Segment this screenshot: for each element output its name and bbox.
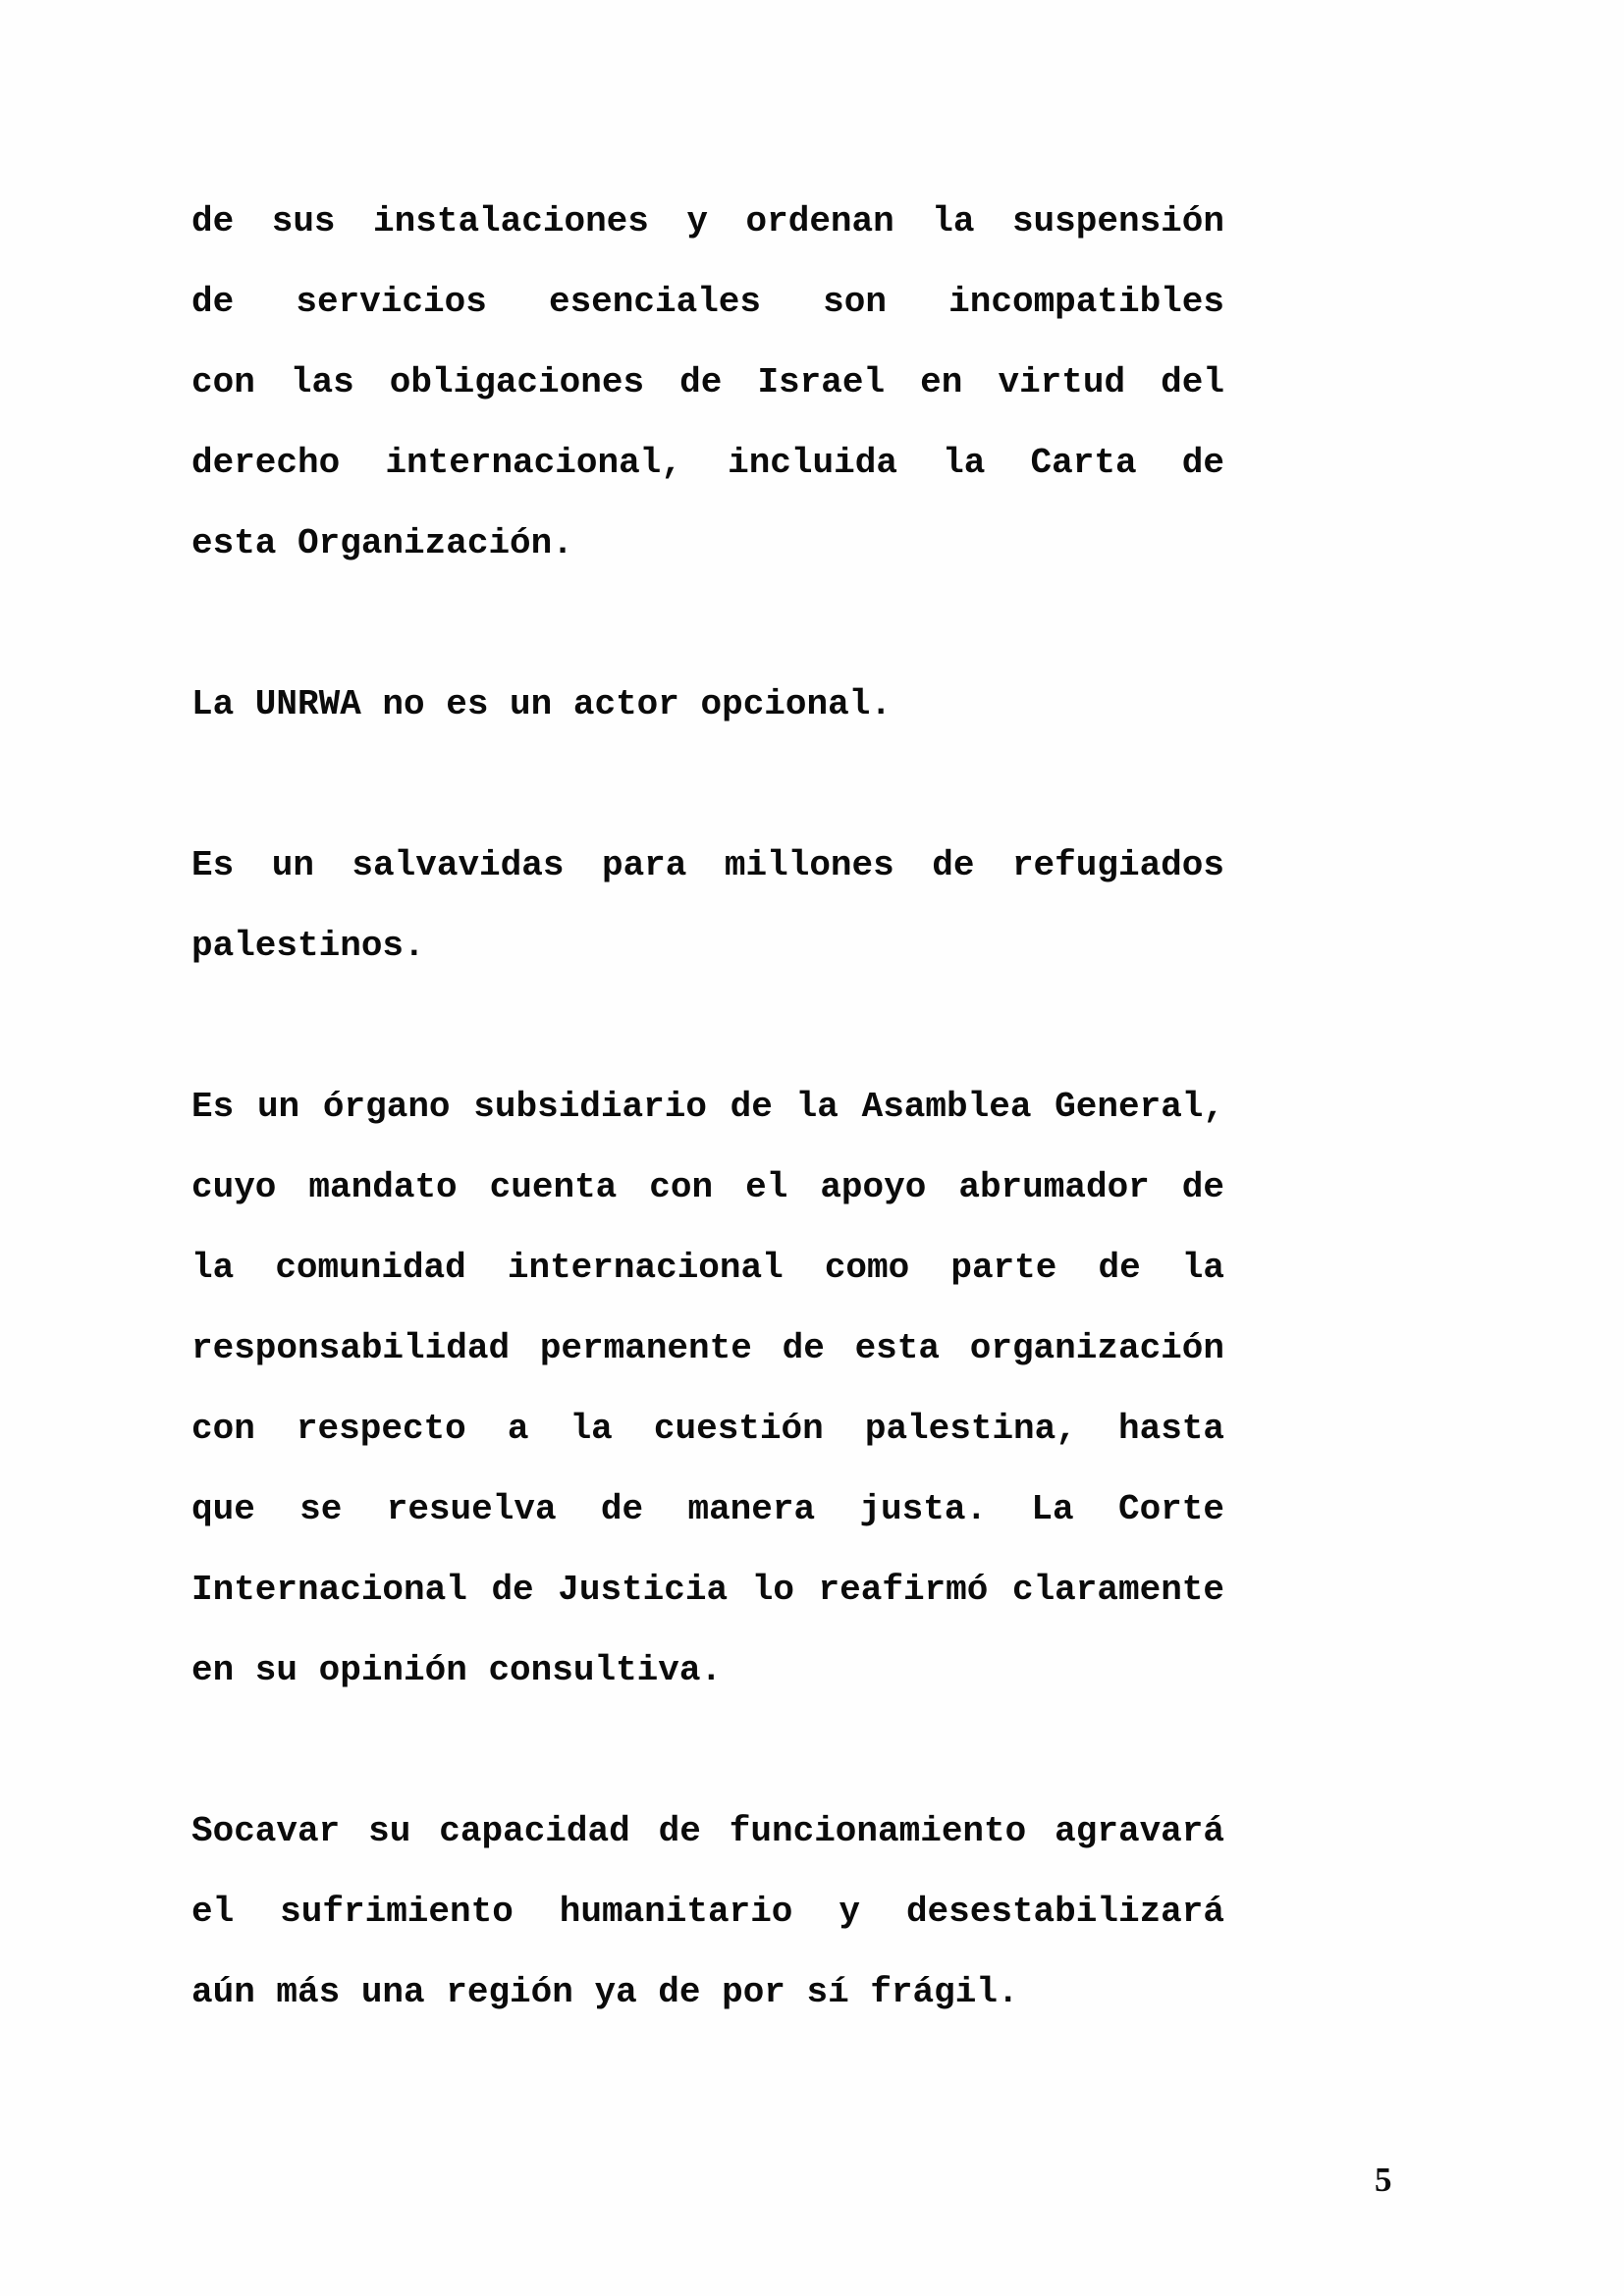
text-line: que se resuelva de manera justa. La Corte	[191, 1489, 1224, 1529]
paragraph	[191, 182, 1224, 584]
text-line: cuyo mandato cuenta con el apoyo abrumador de	[191, 1167, 1224, 1207]
paragraph	[191, 1067, 1224, 1711]
text-line: en su opinión consultiva.	[191, 1650, 723, 1690]
text-line: de sus instalaciones y ordenan la suspensión	[191, 201, 1224, 241]
text-line: de servicios esenciales son incompatibles	[191, 282, 1224, 322]
text-line: la comunidad internacional como parte de la	[191, 1248, 1224, 1288]
paragraph	[191, 665, 1224, 745]
text-line: Es un órgano subsidiario de la Asamblea General,	[191, 1087, 1224, 1127]
document-text	[191, 182, 1224, 2113]
text-line: La UNRWA no es un actor opcional.	[191, 684, 892, 724]
text-line: Internacional de Justicia lo reafirmó claramente	[191, 1570, 1224, 1610]
text-line: derecho internacional, incluida la Carta de	[191, 443, 1224, 483]
text-line: aún más una región ya de por sí frágil.	[191, 1972, 1019, 2012]
text-line: Socavar su capacidad de funcionamiento agravará	[191, 1811, 1224, 1851]
paragraph	[191, 1791, 1224, 2033]
text-line: Es un salvavidas para millones de refugiados	[191, 845, 1224, 885]
text-line: el sufrimiento humanitario y desestabilizará	[191, 1892, 1224, 1932]
text-line: esta Organización.	[191, 523, 573, 563]
text-line: palestinos.	[191, 926, 425, 966]
paragraph	[191, 826, 1224, 987]
text-line: responsabilidad permanente de esta organización	[191, 1328, 1224, 1368]
text-line: con respecto a la cuestión palestina, hasta	[191, 1409, 1224, 1449]
page-number: 5	[1375, 2161, 1392, 2199]
text-line: con las obligaciones de Israel en virtud del	[191, 362, 1224, 402]
